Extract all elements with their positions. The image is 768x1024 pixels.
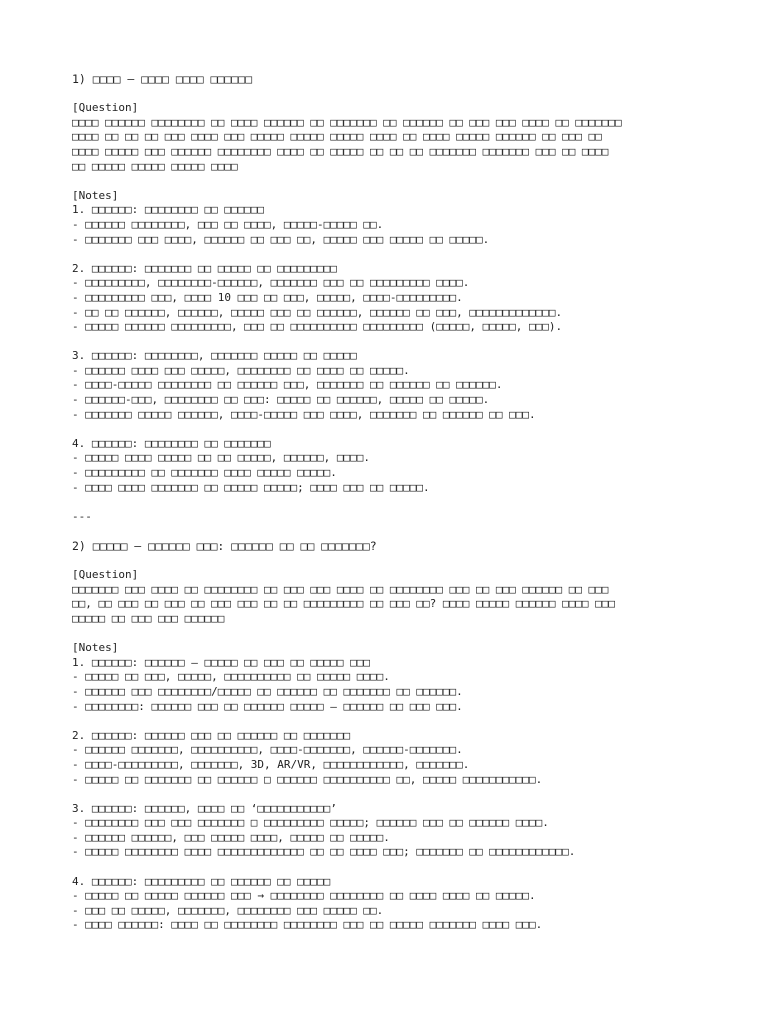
spacer [72, 627, 712, 642]
note-bullet: - □□□□ □□□□ □□□□□□□ □□ □□□□□ □□□□□; □□□□ □□□ □□ □□□□□. [72, 480, 430, 494]
note-bullet: - □□□□□□-□□□, □□□□□□□□ □□ □□□: □□□□□ □□ □□□□□□, □□□□□ □□ □□□□□. [72, 393, 490, 407]
notes-label: [Notes] [72, 641, 119, 655]
note-bullet: - □□□□□□□□: □□□□□□ □□□ □□ □□□□□□ □□□□□ – □□□□□□ □□ □□□ □□□. [72, 699, 463, 713]
note-bullet: - □□□□□□□□□, □□□□□□□□-□□□□□□, □□□□□□□ □□□ □□ □□□□□□□□□ □□□□. [72, 276, 470, 290]
spacer [72, 714, 712, 729]
section-title: 1) □□□□ – □□□□ □□□□ □□□□□□ [72, 72, 253, 86]
section-title: 2) □□□□□ – □□□□□□ □□□: □□□□□□ □□ □□ □□□□□□□? [72, 539, 377, 553]
note-bullet: - □□□□□□□□□ □□ □□□□□□□ □□□□ □□□□□ □□□□□. [72, 466, 337, 480]
note-bullet: - □□□□□ □□□□ □□□□□ □□ □□ □□□□□, □□□□□□, □□□□. [72, 451, 371, 465]
note-bullet: - □□□□□□ □□□□ □□□ □□□□□, □□□□□□□□ □□ □□□□ □□ □□□□□. [72, 363, 410, 377]
note-bullet: - □□□□□ □□ □□□□□□□ □□ □□□□□□ □ □□□□□□ □□□□□□□□□□ □□, □□□□□ □□□□□□□□□□□. [72, 772, 543, 786]
question-text-line: □□ □□□□□ □□□□□ □□□□□ □□□□ [72, 159, 238, 173]
note-heading: 4. □□□□□□: □□□□□□□□□ □□ □□□□□□ □□ □□□□□ [72, 874, 331, 888]
note-heading: 3. □□□□□□: □□□□□□, □□□□ □□ ‘□□□□□□□□□□□’ [72, 801, 337, 815]
spacer [72, 335, 712, 350]
note-heading: 4. □□□□□□: □□□□□□□□ □□ □□□□□□□ [72, 436, 271, 450]
spacer [72, 554, 712, 569]
question-text-line: □□□□ □□□□□□ □□□□□□□□ □□ □□□□ □□□□□□ □□ □□□□□□□ □□ □□□□□□ □□ □□□ □□□ □□□□ □□ □□□□□□□ [72, 115, 622, 129]
note-heading: 3. □□□□□□: □□□□□□□□, □□□□□□□ □□□□□ □□ □□□□□ [72, 349, 357, 363]
note-bullet: - □□□□□□ □□□□□□, □□□ □□□□□ □□□□, □□□□□ □□ □□□□□. [72, 830, 390, 844]
note-bullet: - □□□ □□ □□□□□, □□□□□□□, □□□□□□□□ □□□ □□□□□ □□. [72, 903, 384, 917]
note-bullet: - □□□□□ □□□□□□ □□□□□□□□□, □□□ □□ □□□□□□□□□□ □□□□□□□□□ (□□□□□, □□□□□, □□□). [72, 320, 563, 334]
question-label: [Question] [72, 568, 139, 582]
question-text-line: □□, □□ □□□ □□ □□□ □□ □□□ □□□ □□ □□ □□□□□□□□□ □□ □□□ □□? □□□□ □□□□□ □□□□□□ □□□□ □□□ [72, 597, 616, 611]
spacer [72, 860, 712, 875]
note-bullet: - □□□□□□ □□□ □□□□□□□□/□□□□□ □□ □□□□□□ □□ □□□□□□□ □□ □□□□□□. [72, 684, 463, 698]
section-separator: --- [72, 509, 92, 523]
question-text-line: □□□□□ □□ □□□ □□□ □□□□□□ [72, 611, 225, 625]
note-heading: 1. □□□□□□: □□□□□□□□ □□ □□□□□□ [72, 203, 265, 217]
spacer [72, 495, 712, 510]
note-bullet: - □□□□□□□□□ □□□, □□□□ 10 □□□ □□ □□□, □□□□□, □□□□-□□□□□□□□□. [72, 290, 463, 304]
spacer [72, 524, 712, 539]
note-bullet: - □□□□□□□ □□□□□ □□□□□□, □□□□-□□□□□ □□□ □□□□, □□□□□□□ □□ □□□□□□ □□ □□□. [72, 407, 536, 421]
note-bullet: - □□□□□ □□□□□□□□ □□□□ □□□□□□□□□□□□□ □□ □□ □□□□ □□□; □□□□□□□ □□ □□□□□□□□□□□□. [72, 845, 576, 859]
note-heading: 1. □□□□□□: □□□□□□ – □□□□□ □□ □□□ □□ □□□□□ □□□ [72, 655, 371, 669]
spacer [72, 787, 712, 802]
note-bullet: - □□□□□□□□ □□□ □□□ □□□□□□□ □ □□□□□□□□□ □□□□□; □□□□□□ □□□ □□ □□□□□□ □□□□. [72, 816, 549, 830]
question-label: [Question] [72, 101, 139, 115]
note-bullet: - □□□□□□□ □□□ □□□□, □□□□□□ □□ □□□ □□, □□□□□ □□□ □□□□□ □□ □□□□□. [72, 232, 490, 246]
question-text-line: □□□□ □□ □□ □□ □□□ □□□□ □□□ □□□□□ □□□□□ □□□□□ □□□□ □□ □□□□ □□□□□ □□□□□□ □□ □□□ □□ [72, 130, 602, 144]
document-body [72, 72, 712, 933]
note-bullet: - □□□□□ □□ □□□□□ □□□□□□ □□□ → □□□□□□□□ □□□□□□□□ □□ □□□□ □□□□ □□ □□□□□. [72, 889, 536, 903]
note-heading: 2. □□□□□□: □□□□□□ □□□ □□ □□□□□□ □□ □□□□□□□ [72, 728, 351, 742]
note-bullet: - □□ □□ □□□□□□, □□□□□□, □□□□□ □□□ □□ □□□□□□, □□□□□□ □□ □□□, □□□□□□□□□□□□□. [72, 305, 563, 319]
spacer [72, 87, 712, 102]
note-bullet: - □□□□ □□□□□□: □□□□ □□ □□□□□□□□ □□□□□□□□ □□□ □□ □□□□□ □□□□□□□ □□□□ □□□. [72, 918, 543, 932]
spacer [72, 247, 712, 262]
spacer [72, 174, 712, 189]
note-bullet: - □□□□□□ □□□□□□□□, □□□ □□ □□□□, □□□□□-□□□□□ □□. [72, 217, 384, 231]
note-bullet: - □□□□□ □□ □□□, □□□□□, □□□□□□□□□□ □□ □□□□□ □□□□. [72, 670, 390, 684]
note-bullet: - □□□□-□□□□□□□□□, □□□□□□□, 3D, AR/VR, □□□□□□□□□□□□, □□□□□□□. [72, 757, 470, 771]
question-text-line: □□□□□□□ □□□ □□□□ □□ □□□□□□□□ □□ □□□ □□□ □□□□ □□ □□□□□□□□ □□□ □□ □□□ □□□□□□ □□ □□□ [72, 582, 609, 596]
note-bullet: - □□□□-□□□□□ □□□□□□□□ □□ □□□□□□ □□□, □□□□□□□ □□ □□□□□□ □□ □□□□□□. [72, 378, 503, 392]
question-text-line: □□□□ □□□□□ □□□ □□□□□□ □□□□□□□□ □□□□ □□ □□□□□ □□ □□ □□ □□□□□□□ □□□□□□□ □□□ □□ □□□□ [72, 144, 609, 158]
spacer [72, 422, 712, 437]
note-heading: 2. □□□□□□: □□□□□□□ □□ □□□□□ □□ □□□□□□□□□ [72, 261, 337, 275]
note-bullet: - □□□□□□ □□□□□□□, □□□□□□□□□□, □□□□-□□□□□□□, □□□□□□-□□□□□□□. [72, 743, 463, 757]
notes-label: [Notes] [72, 188, 119, 202]
